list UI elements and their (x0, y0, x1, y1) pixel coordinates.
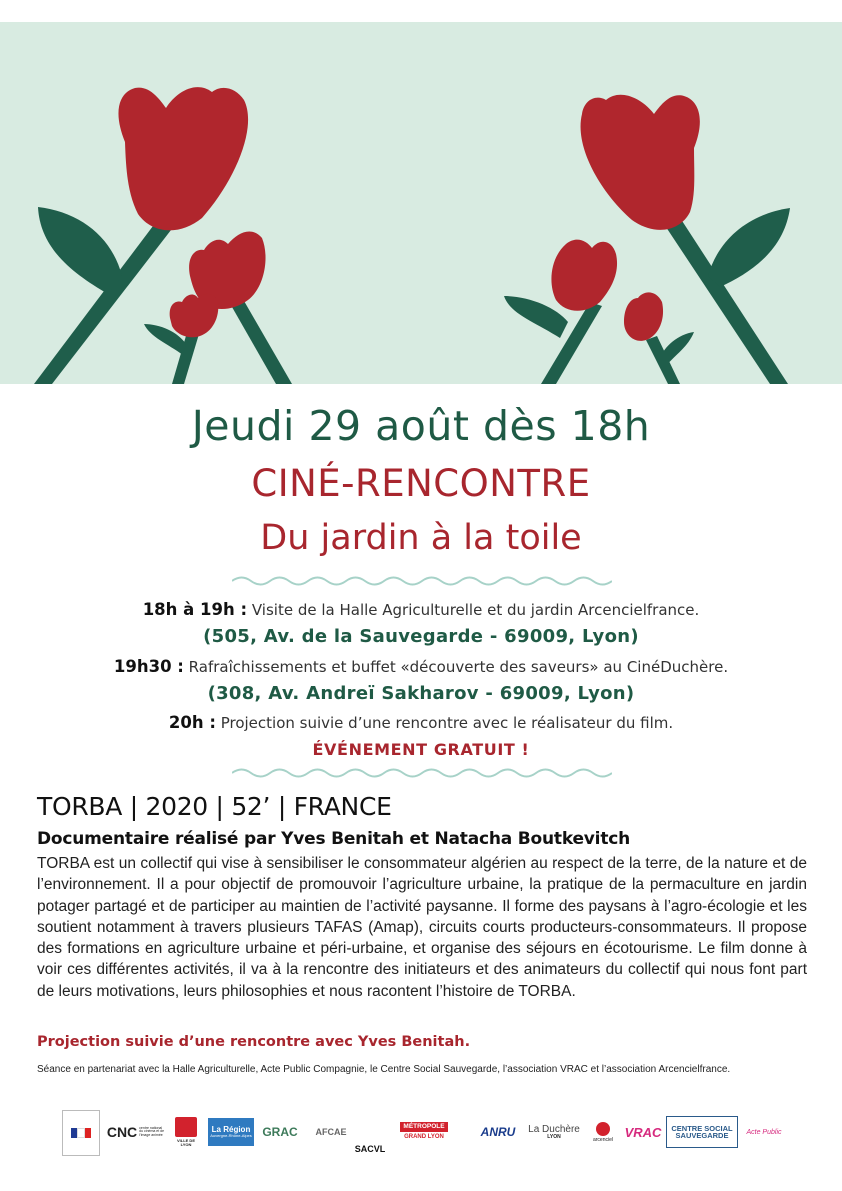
tulips-illustration (0, 22, 842, 384)
schedule-time: 20h : (168, 713, 216, 732)
schedule-time: 19h30 : (113, 657, 184, 676)
schedule-item (0, 657, 842, 676)
film-title: TORBA | 2020 | 52’ | FRANCE (37, 792, 392, 821)
cnc-logo-sub: centre national du cinéma et de l’image animée (139, 1125, 165, 1137)
arcenciel-logo (588, 1110, 618, 1154)
hero-illustration (0, 22, 842, 384)
region-logo (208, 1118, 254, 1146)
film-credit: Documentaire réalisé par Yves Benitah et Natacha Boutkevitch (37, 829, 631, 849)
vrac-logo: VRAC (624, 1124, 662, 1140)
schedule-text: Rafraîchissements et buffet «découverte des saveurs» au CinéDuchère. (183, 658, 729, 676)
centre-social-text: CENTRE SOCIAL (671, 1123, 733, 1133)
anru-logo: ANRU (480, 1125, 516, 1139)
cnc-logo (104, 1110, 168, 1154)
film-description: TORBA est un collectif qui vise à sensibiliser le consommateur algérien au respect de la terre, de la nature et de l’environnement. Il a pour objectif de promouvoir l’agriculture urbaine, la pratique de la permaculture en jardin potager partagé et de participer au maintien de l’activité paysanne. Il forme des paysans à l’agro-écologie et les soutient notamment à travers plusieurs TAFAS (Amap), circuits courts producteurs-consommateurs. Il propose des formations en agriculture urbaine et péri-urbaine, et organise des séjours en écotourisme. Le film donne à voir ces différentes activités, il va à la rencontre des initiateurs et des animateurs du collectif qui nous font part de leurs motivations, leurs philosophies et nous racontent l’histoire de TORBA. (37, 855, 807, 1000)
acte-public-logo: Acte Public (746, 1128, 782, 1136)
tulip-flower-icon (581, 95, 700, 230)
region-logo-sub: Auvergne-Rhône-Alpes (210, 1133, 252, 1138)
tulip-flower-icon (624, 292, 663, 340)
sponsor-logos (62, 1110, 802, 1158)
metropole-logo (398, 1116, 450, 1146)
free-event-label: ÉVÉNEMENT GRATUIT ! (312, 740, 530, 759)
duchere-logo-text: La Duchère (528, 1123, 580, 1135)
schedule-address: (505, Av. de la Sauvegarde - 69009, Lyon) (203, 626, 639, 647)
film-followup: Projection suivie d’une rencontre avec Yves Benitah. (37, 1034, 471, 1050)
partners-note: Séance en partenariat avec la Halle Agriculturelle, Acte Public Compagnie, le Centre Social Sauvegarde, l’association VRAC et l’association Arcencielfrance. (37, 1064, 731, 1075)
duchere-logo-sub: LYON (547, 1133, 561, 1140)
afcae-logo: AFCAE (315, 1126, 347, 1137)
tulip-stem (228, 294, 292, 384)
schedule-address: (308, Av. Andreï Sakharov - 69009, Lyon) (207, 683, 635, 704)
centre-social-logo (666, 1116, 738, 1148)
event-kind: CINÉ-RENCONTRE (251, 462, 591, 505)
leaf-icon (38, 207, 122, 294)
sauvegarde-text: SAUVEGARDE (675, 1131, 729, 1140)
wave-divider (232, 574, 612, 588)
tulip-flower-icon (170, 294, 219, 337)
schedule-text: Visite de la Halle Agriculturelle et du jardin Arcencielfrance. (247, 601, 700, 619)
schedule-time: 18h à 19h : (142, 600, 248, 619)
grac-logo: GRAC (262, 1125, 298, 1139)
leaf-icon (708, 208, 790, 287)
tulip-flower-icon (118, 87, 248, 230)
duchere-logo (528, 1110, 580, 1154)
arcenciel-logo-text: arcenciel (592, 1136, 613, 1143)
schedule-text: Projection suivie d’une rencontre avec le réalisateur du film. (215, 714, 674, 732)
schedule-item (0, 713, 842, 732)
ville-de-lyon-logo (172, 1110, 200, 1154)
wave-divider (232, 766, 612, 780)
event-date: Jeudi 29 août dès 18h (191, 402, 651, 450)
ville-de-lyon-text: VILLE DE LYON (176, 1138, 195, 1147)
tulip-flower-icon (551, 240, 617, 311)
sacvl-logo: SACVL (354, 1144, 386, 1154)
region-logo-text: La Région (211, 1125, 251, 1134)
schedule-item (0, 600, 842, 619)
metropole-logo-text: MÉTROPOLE (400, 1122, 447, 1133)
cnc-logo-text: CNC (106, 1124, 138, 1140)
event-subtitle: Du jardin à la toile (260, 518, 582, 558)
grand-lyon-text: GRAND LYON (404, 1134, 444, 1141)
republique-logo (62, 1110, 100, 1156)
leaf-icon (660, 332, 694, 367)
